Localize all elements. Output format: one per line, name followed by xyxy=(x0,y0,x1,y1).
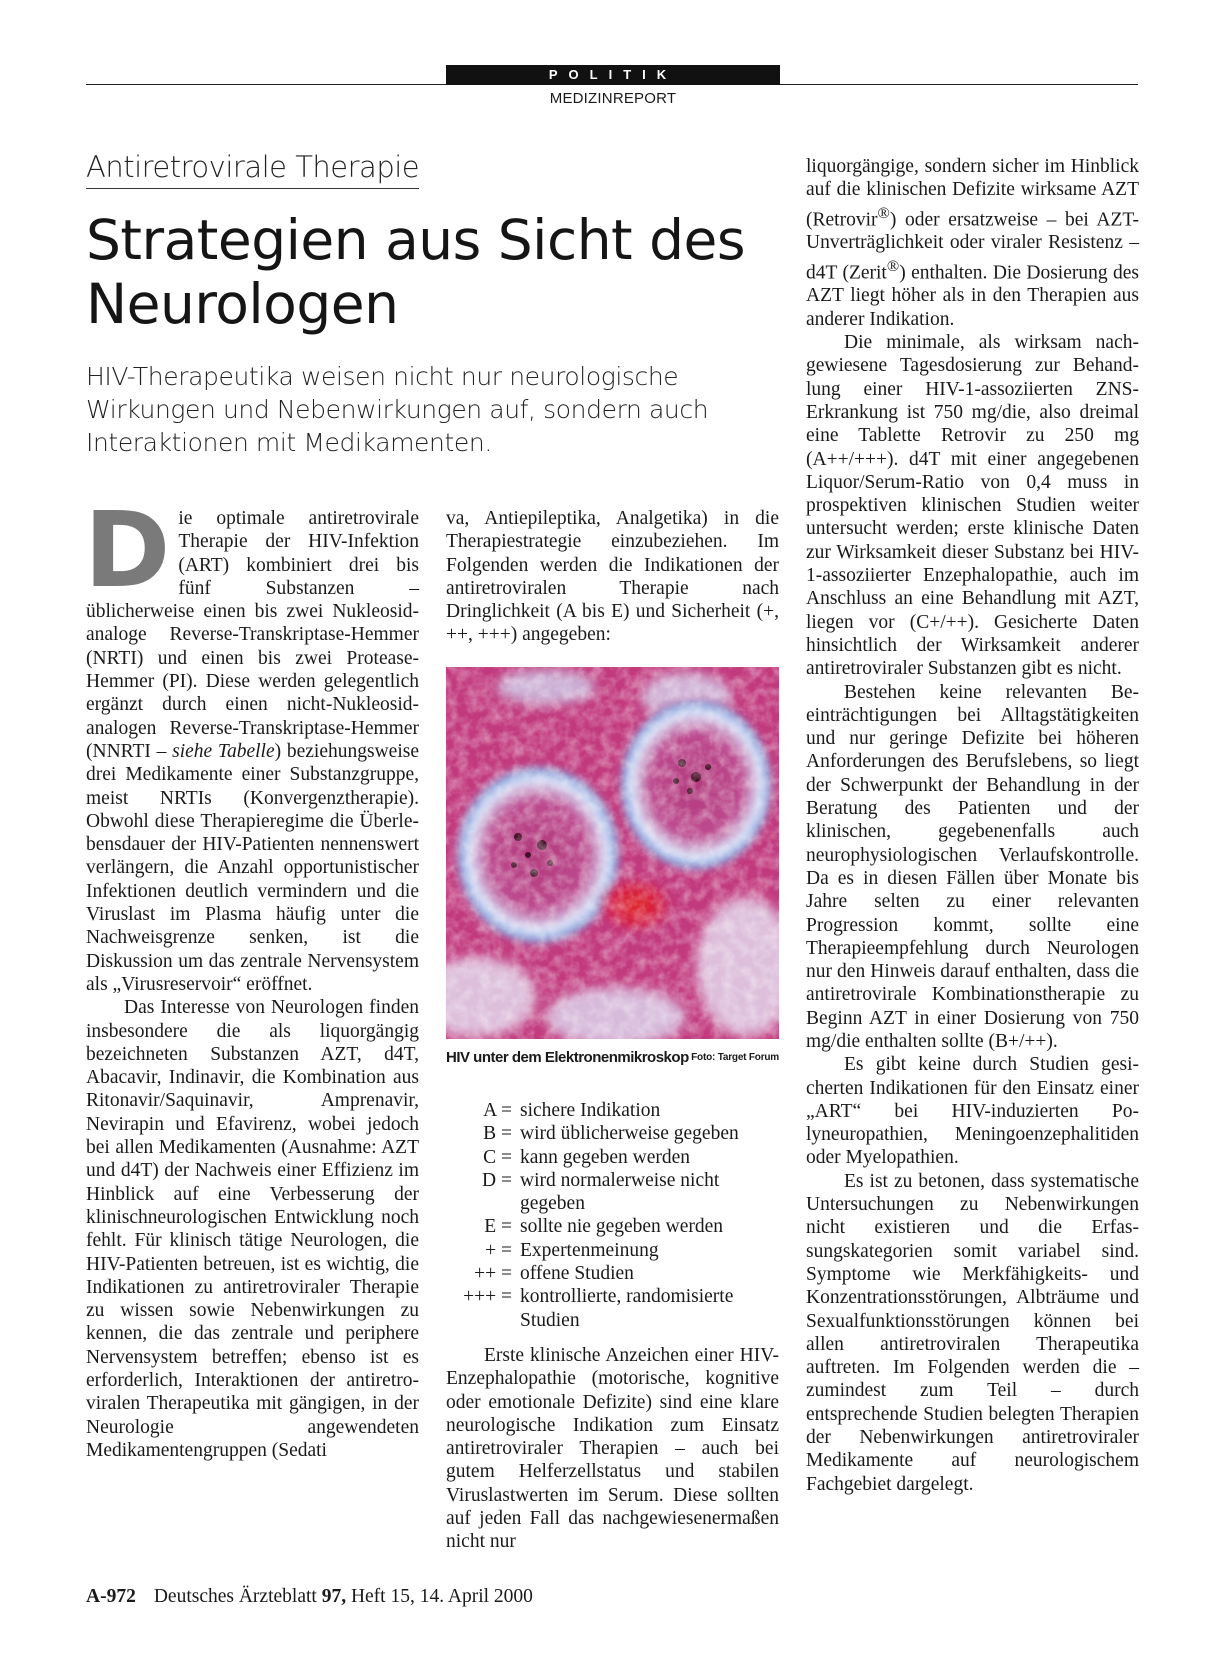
body-paragraph: Es ist zu betonen, dass systematische Untersuchungen zu Nebenwirkungen nicht existieren und die Erfassungskategorien somit variabel sind. Symptome wie Merkfähigkeits- und Konzentrationsstörungen, Albträume und Sexualfunktionsstörungen können bei allen antiretroviralen Therapeutika auftreten. Im Folgenden werden die – zumindest zum Teil – durch entsprechende Studien belegten Therapien der Nebenwirkungen antiretroviraler Medikamente auf neurologischem Fachgebiet dargelegt. xyxy=(806,1170,1139,1495)
article-headline: Strategien aus Sicht des Neurologen xyxy=(86,208,746,336)
legend-value: wird normalerweise nicht gegeben xyxy=(520,1169,720,1215)
body-paragraph: Das Interesse von Neurologen finden insbesondere die als liquorgängig bezeichneten Substanzen AZT, d4T, Abacavir, Indinavir, die Kombination aus Ritonavir/Saquinavir, Amprenavir, Nevirapin und Efavirenz, wobei jedoch bei allen Medikamenten (Ausnahme: AZT und d4T) der Nachweis einer Effizienz im Hinblick auf eine Verbesserung der klinischneurologischen Entwicklung noch fehlt. Für klinisch tätige Neurologen, die HIV-Patienten betreuen, ist es wichtig, die Indikationen zu antiretroviraler Therapie zu wissen sowie Nebenwirkungen zu kennen, die das zentrale und periphere Nervensystem betreffen; ebenso ist es erforderlich, Interaktionen der antiretroviralen Therapeutika mit gängigen, in der Neurologie angewendeten Medikamentengruppen (Sedati xyxy=(86,997,419,1461)
body-paragraph: Bestehen keine relevanten Beeinträchtigungen bei Alltagstätigkeiten und nur geringe Defizite bei höheren Anforderungen des Berufslebens, so liegt der Schwerpunkt der Behandlung in der Beratung des Patienten und der klinischen, gegebenenfalls auch neurophysiologischen Verlaufskontrolle. Da es in diesen Fällen über Monate bis Jahre selten zu einer relevanten Progression kommt, sollte eine Therapieempfehlung durch Neurologen nur den Hinweis darauf enthalten, dass die antiretrovirale Kombinationstherapie zu Beginn AZT in einer Dosierung von 750 mg/die enthalten sollte (B+/++). xyxy=(806,681,1139,1052)
article-kicker: Antiretrovirale Therapie xyxy=(86,150,419,189)
legend-value: offene Studien xyxy=(520,1263,634,1285)
issue-info: Heft 15, 14. April 2000 xyxy=(350,1586,533,1607)
legend-row xyxy=(446,1215,779,1238)
body-column-2 xyxy=(446,507,779,647)
body-paragraph: Die minimale, als wirksam nachgewiesene Tagesdosierung zur Behandlung einer HIV-1-assoziierten ZNS-Erkrankung ist 750 mg/die, also dreimal eine Tablette Retrovir zu 250 mg (A++/+++). d4T mit einer angegebenen Liquor/Serum-Ratio von 0,4 muss in prospektiven klinischen Studien weiter untersucht werden; erste klinische Daten zur Wirksamkeit dieser Substanz bei HIV-1-assoziierter Enzephalopathie, auch im Anschluss an eine Behandlung mit AZT, liegen vor (C+/++). Gesicherte Daten hinsichtlich der Wirksamkeit anderer antiretroviraler Substanzen gibt es nicht. xyxy=(806,332,1139,680)
legend-key: C = xyxy=(483,1146,512,1168)
page-footer xyxy=(86,1586,533,1608)
legend-key: D = xyxy=(482,1169,512,1191)
indication-legend xyxy=(446,1099,779,1332)
legend-row xyxy=(446,1169,779,1216)
body-column-2-continued xyxy=(446,1344,779,1554)
article-lead: HIV-Therapeutika weisen nicht nur neurologische Wirkungen und Nebenwirkungen auf, sondern auch Interaktionen mit Medikamenten. xyxy=(86,362,709,457)
body-column-3 xyxy=(806,155,1139,1496)
page-number: A-972 xyxy=(86,1586,136,1607)
photo-credit: Foto: Target Forum xyxy=(691,1052,779,1063)
legend-value: sichere Indikation xyxy=(520,1100,661,1121)
legend-row xyxy=(446,1262,779,1285)
legend-value: kann gegeben werden xyxy=(520,1146,691,1168)
body-paragraph: liquorgängige, sondern sicher im Hinblick auf die klinischen Defizite wirksame AZT (Retrovir®) oder ersatzweise – bei AZT-Unverträglichkeit oder viraler Resistenz – d4T (Zerit®) enthalten. Die Dosierung des AZT liegt höher als in den Therapien aus anderer Indikation. xyxy=(806,156,1139,330)
legend-row xyxy=(446,1239,779,1262)
volume-number: 97, xyxy=(321,1586,347,1607)
figure-caption xyxy=(446,1049,779,1066)
drop-cap: D xyxy=(84,489,171,611)
legend-value: sollte nie gegeben werden xyxy=(520,1216,724,1238)
body-paragraph: Erste klinische Anzeichen einer HIV-Enzephalopathie (motorische, kognitive oder emotionale Defizite) sind eine klare neurologische Indikation zum Einsatz antiretroviraler Therapien – auch bei gutem Helferzellstatus und stabilen Viruslastwerten im Serum. Diese sollten auf jeden Fall das nachgewiesenermaßen nicht nur xyxy=(446,1345,779,1553)
legend-key: E = xyxy=(484,1216,512,1238)
hiv-micrograph-image xyxy=(446,667,779,1039)
body-paragraph: va, Antiepileptika, Analgetika) in die Therapiestrategie einzubeziehen. Im Folgenden werden die Indikationen der antiretroviralen Therapie nach Dringlichkeit (A bis E) und Sicherheit (+, ++, +++) angegeben: xyxy=(446,508,779,646)
legend-row xyxy=(446,1099,779,1122)
legend-key: +++ = xyxy=(463,1286,512,1308)
legend-key: ++ = xyxy=(474,1263,512,1285)
legend-value: Expertenmeinung xyxy=(520,1239,659,1261)
legend-key: + = xyxy=(485,1239,512,1261)
legend-key: B = xyxy=(483,1123,512,1145)
section-label: POLITIK xyxy=(446,65,780,85)
body-paragraph: Es gibt keine durch Studien gesicherten Indikationen für den Einsatz einer „ART“ bei HIV-induzierten Polyneuropathien, Meningoenzephalitiden oder Myelopathien. xyxy=(806,1054,1139,1169)
legend-row xyxy=(446,1146,779,1169)
body-column-1 xyxy=(84,489,419,1462)
legend-key: A = xyxy=(483,1100,512,1121)
body-paragraph: Die optimale antiretrovirale Therapie der HIV-Infektion (ART) kombiniert drei bis fünf Substanzen – üblicherweise einen bis zwei Nukleosid-analoge Reverse-Transkriptase-Hemmer (NRTI) und einen bis zwei Protease-Hemmer (PI). Diese werden gelegentlich ergänzt durch einen nicht-Nukleosid-analogen Reverse-Transkriptase-Hemmer (NNRTI – siehe Tabelle) beziehungsweise drei Medikamente einer Substanzgruppe, meist NRTIs (Konvergenztherapie). Obwohl diese Therapieregime die Überlebensdauer der HIV-Patienten nennenswert verlängern, die Anzahl opportunistischer Infektionen deutlich vermindern und die Viruslast im Plasma häufig unter die Nachweisgrenze senken, ist die Diskussion um das zentrale Nervensystem als „Virusreservoir“ eröffnet. xyxy=(84,489,419,995)
legend-value: kontrollierte, randomisierte Studien xyxy=(520,1286,734,1331)
legend-row xyxy=(446,1122,779,1145)
legend-row xyxy=(446,1285,779,1332)
subsection-label: MEDIZINREPORT xyxy=(549,90,677,107)
legend-value: wird üblicherweise gegeben xyxy=(520,1123,739,1145)
caption-text: HIV unter dem Elektronenmikroskop xyxy=(446,1049,689,1066)
journal-name: Deutsches Ärzteblatt xyxy=(153,1586,317,1607)
